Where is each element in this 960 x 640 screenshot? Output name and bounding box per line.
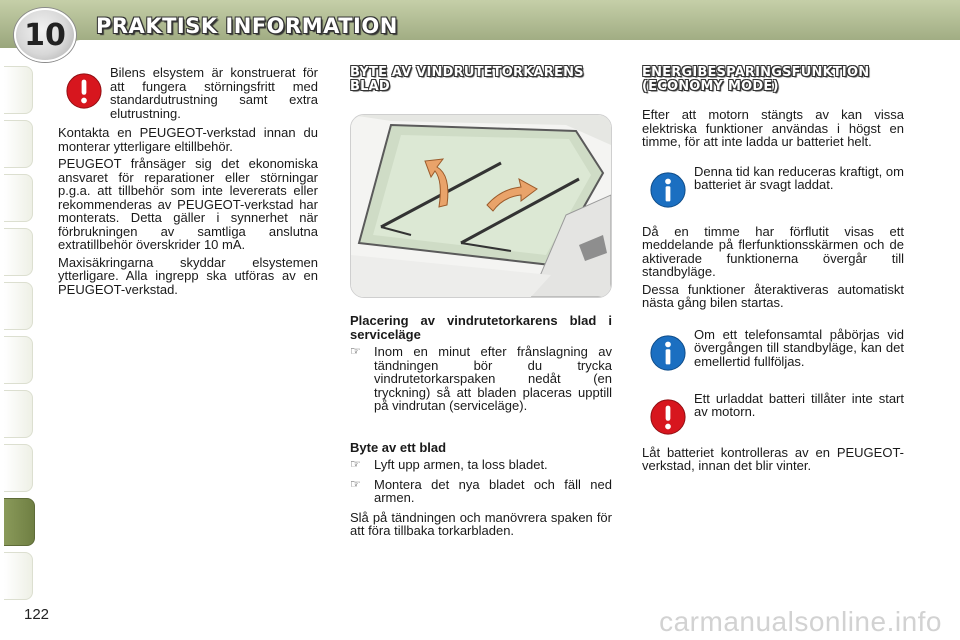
chapter-tab-1[interactable] [4,66,33,114]
info-note [642,165,904,209]
warning-text: Ett urladdat batteri tillåter inte start av motorn. [694,390,904,419]
right-column [642,66,904,477]
list-item [350,458,612,472]
closing-text: Låt batteriet kontrolleras av en PEUGEOT-verkstad, innan det blir vinter. [642,444,904,473]
chapter-tab-10-active[interactable] [4,498,35,546]
info-text: Denna tid kan reduceras kraftigt, om batteriet är svagt laddat. [694,163,904,192]
pointing-hand-icon: ☞ [350,344,361,358]
list-item [350,478,612,505]
list-item [350,345,612,413]
left-column [58,66,318,300]
chapter-tabs [0,66,36,606]
chapter-tab-6[interactable] [4,336,33,384]
chapter-tab-11[interactable] [4,552,33,600]
chapter-tab-4[interactable] [4,228,33,276]
paragraph: Kontakta en PEUGEOT-verkstad innan du monterar ytterligare eltillbehör. [58,125,318,154]
info-icon [649,171,687,209]
info-note [642,328,904,372]
paragraph: Då en timme har förflutit visas ett meddelande på flerfunktionsskärmen och de aktiverade funktionerna övergår till standbyläge. [642,223,904,279]
exclamation-warning-icon [65,72,103,110]
section-title-economy: ENERGIBESPARINGSFUNKTION (ECONOMY MODE) [642,65,870,94]
page-title: PRAKTISK INFORMATION [96,14,398,38]
warning-note [642,392,904,436]
pointing-hand-icon: ☞ [350,476,361,491]
paragraph: Maxisäkringarna skyddar elsystemen ytterligare. Alla ingrepp ska utföras av en PEUGEOT-verkstad. [58,254,318,297]
bullet-text: Lyft upp armen, ta loss bladet. [374,457,548,472]
page-number: 122 [24,606,50,623]
info-text: Om ett telefonsamtal påbörjas vid övergången till standbyläge, kan det emellertid fullföljas. [694,326,904,369]
bullet-text: Montera det nya bladet och fäll ned armen. [374,476,612,505]
pointing-hand-icon: ☞ [350,457,361,471]
chapter-tab-5[interactable] [4,282,33,330]
warning-text: Bilens elsystem är konstruerat för att fungera störningsfritt med standardutrustning samt extra elutrustning. [110,65,318,121]
info-icon [649,334,687,372]
section-title-wiper: BYTE AV VINDRUTETORKARENS BLAD [350,65,584,94]
placement-heading: Placering av vindrutetorkarens blad i serviceläge [350,313,612,342]
chapter-tab-8[interactable] [4,444,33,492]
paragraph: PEUGEOT frånsäger sig det ekonomiska ansvaret för reparationer eller störningar p.g.a. att tillbehör som inte levererats eller rekommenderas av PEUGEOT-verkstad har monterats. Detta gäller i synnerhet när förbrukningen av samtliga anslutna extratillbehör överskrider 10 mA. [58,156,318,252]
chapter-number-badge: 10 [14,8,76,62]
header-divider [70,40,960,50]
middle-column [350,66,612,542]
chapter-tab-7[interactable] [4,390,33,438]
intro-text: Efter att motorn stängts av kan vissa elektriska funktioner användas i högst en timme, för att inte ladda ur batteriet helt. [642,107,904,149]
watermark: carmanualsonline.info [659,606,942,637]
exclamation-warning-icon [649,398,687,436]
bullet-text: Inom en minut efter frånslagning av tändningen bör du trycka vindrutetorkarspaken nedåt (en tryckning) så att bladen placeras upptill på vindrutan (serviceläge). [374,344,612,413]
windshield-wiper-illustration [350,114,612,298]
paragraph: Dessa funktioner återaktiveras automatiskt nästa gång bilen startas. [642,281,904,310]
chapter-tab-3[interactable] [4,174,33,222]
closing-text: Slå på tändningen och manövrera spaken för att föra tillbaka torkarbladen. [350,509,612,538]
windshield-drawing [351,115,611,297]
replace-heading: Byte av ett blad [350,439,447,455]
warning-note [58,66,318,120]
chapter-tab-2[interactable] [4,120,33,168]
